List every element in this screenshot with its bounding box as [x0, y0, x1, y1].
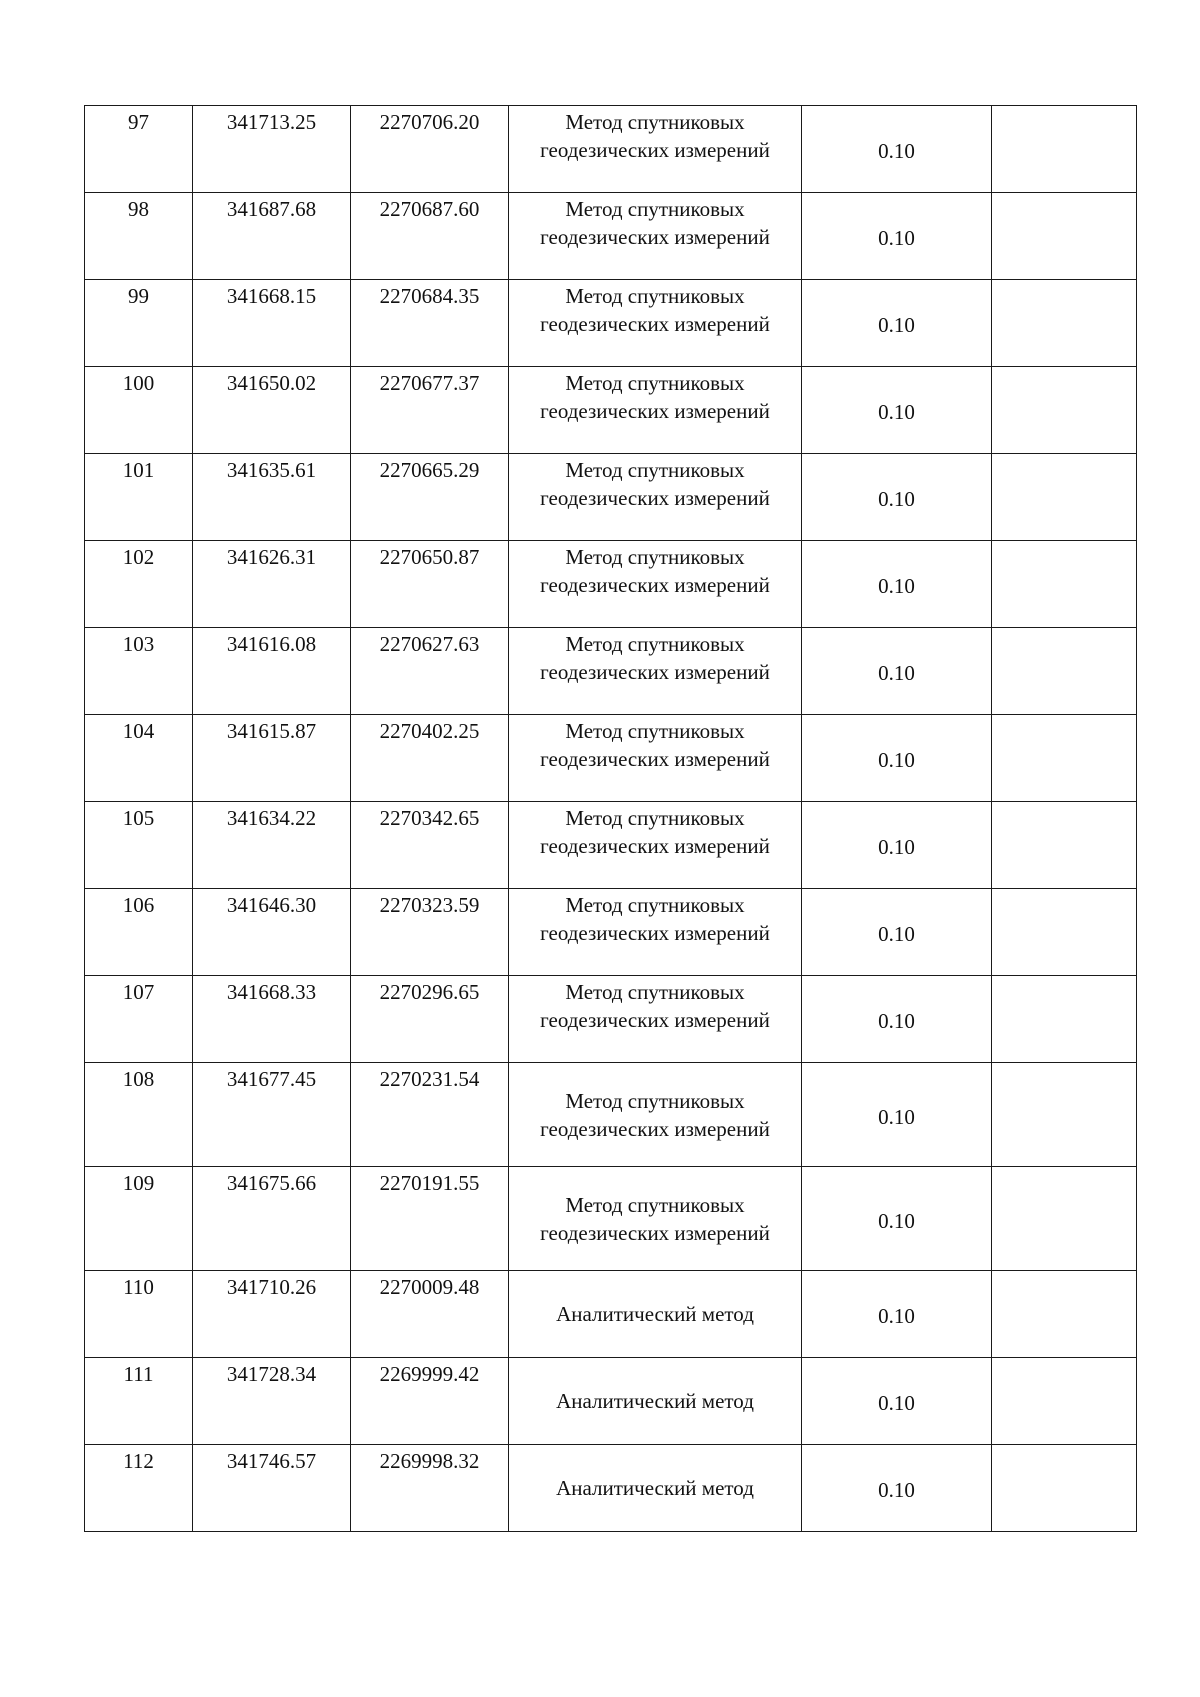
y-coordinate: 2270687.60 — [351, 193, 509, 280]
table-row — [85, 280, 1137, 367]
note-cell — [992, 454, 1137, 541]
point-number: 103 — [85, 628, 193, 715]
method-text: Метод спутниковых геодезических измерений — [540, 545, 770, 597]
point-number: 110 — [85, 1271, 193, 1358]
point-number: 106 — [85, 889, 193, 976]
method-text: Метод спутниковых геодезических измерений — [540, 980, 770, 1032]
y-coordinate: 2270706.20 — [351, 106, 509, 193]
method-cell — [509, 454, 802, 541]
note-cell — [992, 541, 1137, 628]
x-coordinate: 341668.15 — [193, 280, 351, 367]
point-number: 99 — [85, 280, 193, 367]
point-number: 109 — [85, 1167, 193, 1271]
method-text: Метод спутниковых геодезических измерений — [540, 284, 770, 336]
table-row — [85, 1063, 1137, 1167]
point-number: 104 — [85, 715, 193, 802]
note-cell — [992, 889, 1137, 976]
point-number: 111 — [85, 1358, 193, 1445]
table-row — [85, 1271, 1137, 1358]
method-text: Метод спутниковых геодезических измерений — [540, 458, 770, 510]
table-row — [85, 367, 1137, 454]
method-text: Метод спутниковых геодезических измерений — [540, 719, 770, 771]
y-coordinate: 2270296.65 — [351, 976, 509, 1063]
x-coordinate: 341746.57 — [193, 1445, 351, 1532]
x-coordinate: 341634.22 — [193, 802, 351, 889]
note-cell — [992, 1445, 1137, 1532]
x-coordinate: 341728.34 — [193, 1358, 351, 1445]
y-coordinate: 2270191.55 — [351, 1167, 509, 1271]
note-cell — [992, 1167, 1137, 1271]
accuracy-value: 0.10 — [802, 106, 992, 193]
method-cell — [509, 715, 802, 802]
y-coordinate: 2270650.87 — [351, 541, 509, 628]
x-coordinate: 341677.45 — [193, 1063, 351, 1167]
accuracy-value: 0.10 — [802, 280, 992, 367]
accuracy-value: 0.10 — [802, 1063, 992, 1167]
y-coordinate: 2270677.37 — [351, 367, 509, 454]
accuracy-value: 0.10 — [802, 802, 992, 889]
point-number: 112 — [85, 1445, 193, 1532]
point-number: 98 — [85, 193, 193, 280]
accuracy-value: 0.10 — [802, 1358, 992, 1445]
note-cell — [992, 1358, 1137, 1445]
method-cell — [509, 1445, 802, 1532]
method-text: Метод спутниковых геодезических измерений — [540, 893, 770, 945]
x-coordinate: 341687.68 — [193, 193, 351, 280]
table-row — [85, 976, 1137, 1063]
note-cell — [992, 715, 1137, 802]
note-cell — [992, 1063, 1137, 1167]
accuracy-value: 0.10 — [802, 1271, 992, 1358]
y-coordinate: 2270402.25 — [351, 715, 509, 802]
table-row — [85, 193, 1137, 280]
method-cell — [509, 1063, 802, 1167]
x-coordinate: 341635.61 — [193, 454, 351, 541]
method-cell — [509, 193, 802, 280]
method-text: Метод спутниковых геодезических измерений — [540, 1192, 770, 1245]
accuracy-value: 0.10 — [802, 367, 992, 454]
method-cell — [509, 976, 802, 1063]
point-number: 101 — [85, 454, 193, 541]
method-text: Метод спутниковых геодезических измерений — [540, 806, 770, 858]
method-cell — [509, 541, 802, 628]
note-cell — [992, 367, 1137, 454]
method-cell — [509, 106, 802, 193]
point-number: 102 — [85, 541, 193, 628]
x-coordinate: 341616.08 — [193, 628, 351, 715]
note-cell — [992, 628, 1137, 715]
y-coordinate: 2270342.65 — [351, 802, 509, 889]
method-cell — [509, 1271, 802, 1358]
note-cell — [992, 280, 1137, 367]
method-cell — [509, 1358, 802, 1445]
y-coordinate: 2270231.54 — [351, 1063, 509, 1167]
table-row — [85, 628, 1137, 715]
method-text: Метод спутниковых геодезических измерений — [540, 1088, 770, 1141]
table-row — [85, 1167, 1137, 1271]
method-cell — [509, 367, 802, 454]
table-row — [85, 1445, 1137, 1532]
accuracy-value: 0.10 — [802, 454, 992, 541]
accuracy-value: 0.10 — [802, 1167, 992, 1271]
method-text: Аналитический метод — [556, 1302, 754, 1326]
x-coordinate: 341650.02 — [193, 367, 351, 454]
table-row — [85, 715, 1137, 802]
point-number: 97 — [85, 106, 193, 193]
x-coordinate: 341710.26 — [193, 1271, 351, 1358]
note-cell — [992, 193, 1137, 280]
method-cell — [509, 1167, 802, 1271]
method-cell — [509, 889, 802, 976]
method-text: Метод спутниковых геодезических измерений — [540, 371, 770, 423]
y-coordinate: 2269998.32 — [351, 1445, 509, 1532]
method-text: Метод спутниковых геодезических измерений — [540, 632, 770, 684]
method-cell — [509, 802, 802, 889]
y-coordinate: 2270009.48 — [351, 1271, 509, 1358]
y-coordinate: 2269999.42 — [351, 1358, 509, 1445]
x-coordinate: 341668.33 — [193, 976, 351, 1063]
x-coordinate: 341646.30 — [193, 889, 351, 976]
note-cell — [992, 976, 1137, 1063]
x-coordinate: 341675.66 — [193, 1167, 351, 1271]
table-row — [85, 106, 1137, 193]
accuracy-value: 0.10 — [802, 193, 992, 280]
accuracy-value: 0.10 — [802, 889, 992, 976]
method-cell — [509, 280, 802, 367]
x-coordinate: 341626.31 — [193, 541, 351, 628]
y-coordinate: 2270323.59 — [351, 889, 509, 976]
accuracy-value: 0.10 — [802, 1445, 992, 1532]
method-text: Аналитический метод — [556, 1389, 754, 1413]
table-row — [85, 1358, 1137, 1445]
note-cell — [992, 1271, 1137, 1358]
table-row — [85, 802, 1137, 889]
table-row — [85, 454, 1137, 541]
y-coordinate: 2270665.29 — [351, 454, 509, 541]
point-number: 105 — [85, 802, 193, 889]
table-row — [85, 541, 1137, 628]
y-coordinate: 2270684.35 — [351, 280, 509, 367]
table-row — [85, 889, 1137, 976]
method-text: Аналитический метод — [556, 1476, 754, 1500]
accuracy-value: 0.10 — [802, 541, 992, 628]
method-cell — [509, 628, 802, 715]
point-number: 107 — [85, 976, 193, 1063]
coordinates-table — [84, 105, 1137, 1532]
accuracy-value: 0.10 — [802, 628, 992, 715]
note-cell — [992, 802, 1137, 889]
accuracy-value: 0.10 — [802, 976, 992, 1063]
note-cell — [992, 106, 1137, 193]
method-text: Метод спутниковых геодезических измерений — [540, 110, 770, 162]
point-number: 108 — [85, 1063, 193, 1167]
accuracy-value: 0.10 — [802, 715, 992, 802]
x-coordinate: 341615.87 — [193, 715, 351, 802]
point-number: 100 — [85, 367, 193, 454]
y-coordinate: 2270627.63 — [351, 628, 509, 715]
x-coordinate: 341713.25 — [193, 106, 351, 193]
method-text: Метод спутниковых геодезических измерений — [540, 197, 770, 249]
